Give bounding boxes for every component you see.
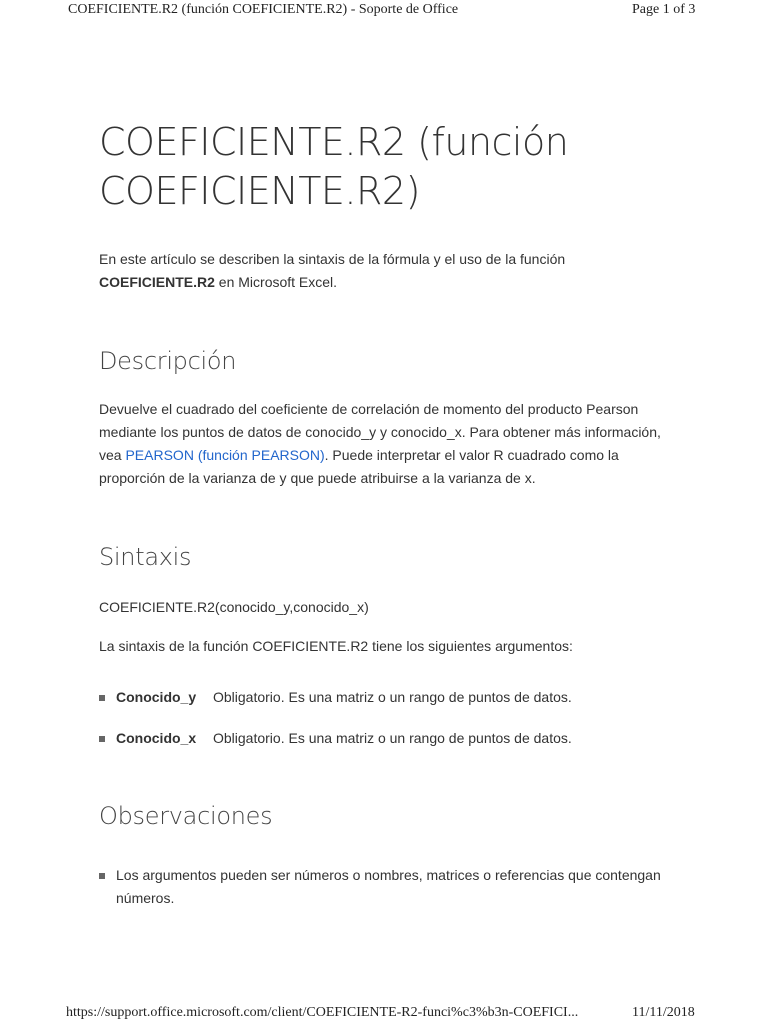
print-footer-url: https://support.office.microsoft.com/client/COEFICIENTE-R2-funci%c3%b3n-COEFICI... <box>66 1005 579 1020</box>
intro-function-name: COEFICIENTE.R2 <box>99 274 215 290</box>
argument-description: Obligatorio. Es una matriz o un rango de puntos de datos. <box>213 730 572 746</box>
description-paragraph <box>99 398 669 490</box>
argument-name: Conocido_x <box>116 730 197 746</box>
bullet-icon <box>99 736 105 742</box>
syntax-formula: COEFICIENTE.R2(conocido_y,conocido_x) <box>99 599 369 615</box>
print-header <box>0 2 768 22</box>
argument-description: Obligatorio. Es una matriz o un rango de puntos de datos. <box>213 689 572 705</box>
syntax-args-intro: La sintaxis de la función COEFICIENTE.R2 tiene los siguientes argumentos: <box>99 638 573 654</box>
description-heading: Descripción <box>99 347 237 375</box>
pearson-link[interactable]: PEARSON (función PEARSON) <box>125 447 325 463</box>
print-footer-date: 11/11/2018 <box>632 1005 695 1020</box>
intro-paragraph <box>99 248 669 294</box>
description-text: Devuelve el cuadrado del coeficiente de correlación de momento del producto Pearson mediante los puntos de datos de conocido_y y conocido_x. Para obtener más información, vea <box>99 401 661 463</box>
intro-text: En este artículo se describen la sintaxis de la fórmula y el uso de la función <box>99 251 566 267</box>
bullet-icon <box>99 873 105 879</box>
print-footer <box>0 1005 768 1025</box>
print-header-title: COEFICIENTE.R2 (función COEFICIENTE.R2) - Soporte de Office <box>68 2 459 17</box>
syntax-heading: Sintaxis <box>99 543 192 571</box>
print-header-page-number: Page 1 of 3 <box>632 2 696 17</box>
remarks-heading: Observaciones <box>99 802 273 830</box>
article-title: COEFICIENTE.R2 (función COEFICIENTE.R2) <box>99 120 569 213</box>
argument-name: Conocido_y <box>116 689 197 705</box>
remark-text: Los argumentos pueden ser números o nombres, matrices o referencias que contengan números. <box>116 867 661 906</box>
bullet-icon <box>99 695 105 701</box>
intro-text-end: en Microsoft Excel. <box>214 274 338 290</box>
description-text-end: . Puede interpretar el valor R cuadrado como la proporción de la varianza de y que puede atribuirse a la varianza de x. <box>99 447 619 486</box>
